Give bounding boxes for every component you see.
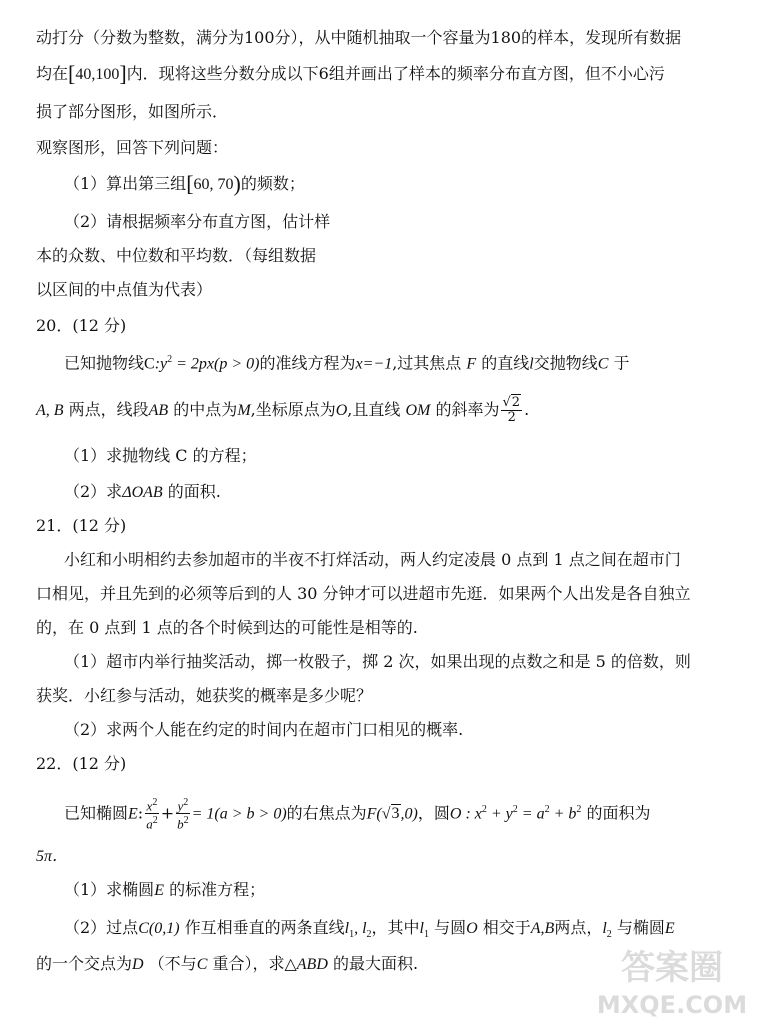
q22-header: 22．(12 分) [36,754,127,773]
q19-line-4: 观察图形，回答下列问题： [36,138,229,157]
q21-header: 21．(12 分) [36,516,127,535]
q20-header: 20．(12 分) [36,316,127,335]
slope-fraction: $\frac{√2}{2}$ [502,395,521,425]
watermark-top-text: 答案圈 [621,948,723,988]
q20-part-1: （1）求抛物线 C 的方程； [64,446,257,465]
q20-line-2: A, B 两点，线段AB 的中点为M,坐标原点为O,且直线 OM 的斜率为 $\frac{√2}{2}$ . [36,395,530,425]
ellipse-fraction-x: $\frac{x^2}{a^2}$ [146,797,158,832]
q19-part-2-line-2: 本的众数、中位数和平均数．（每组数据 [36,246,317,265]
q21-part-1-line-2: 获奖．小红参与活动，她获奖的概率是多少呢？ [36,686,373,705]
q21-part-1-line-1: （1）超市内举行抽奖活动，掷一枚骰子，掷 2 次，如果出现的点数之和是 5 的倍数，则 [64,652,691,671]
q21-line-2: 口相见，并且先到的必须等后到的人 30 分钟才可以进超市先逛．如果两个人出发是各自独立 [36,584,691,603]
q21-line-3: 的，在 0 点到 1 点的各个时候到达的可能性是相等的. [36,618,418,637]
q22-part-2-line-1: （2）过点C(0,1) 作互相垂直的两条直线$l_1$, $l_2$，其中$l_1$ 与圆O 相交于A,B两点，$l_2$ 与椭圆E [64,918,675,941]
q21-part-2: （2）求两个人能在约定的时间内在超市门口相见的概率. [64,720,464,739]
q22-line-2: 5π． [36,848,69,865]
q20-part-2: （2）求ΔOAB 的面积. [64,482,221,501]
q19-line-3: 损了部分图形，如图所示． [36,102,229,121]
q22-part-2-line-2: 的一个交点为D （不与C 重合），求△ABD 的最大面积. [36,954,419,973]
watermark-bottom-text: MXQE.COM [596,991,748,1019]
q20-line-1: 已知抛物线$C:y^2 = 2px(p > 0)$的准线方程为x=−1,过其焦点 F 的直线l交抛物线C 于 [64,353,630,373]
q19-line-1: 动打分（分数为整数，满分为100分），从中随机抽取一个容量为180的样本，发现所有数据 [36,28,682,47]
q22-line-1: 已知椭圆E: $\frac{x^2}{a^2}$ + $\frac{y^2}{b^2}$ = 1(a > b > 0)的右焦点为F(√3,0)，圆O : $x^2 + y^2 = a^2 + b^2$ 的面积为 [64,797,651,832]
q22-part-1: （1）求椭圆E 的标准方程； [64,880,266,899]
q21-line-1: 小红和小明相约去参加超市的半夜不打烊活动，两人约定凌晨 0 点到 1 点之间在超市门 [64,550,681,569]
ellipse-fraction-y: $\frac{y^2}{b^2}$ [177,797,189,832]
q19-part-2-line-3: 以区间的中点值为代表） [36,280,213,299]
q19-part-1: （1）算出第三组[60, 70)的频数； [64,171,305,196]
q19-line-2: 均在[40,100]内．现将这些分数分成以下6组并画出了样本的频率分布直方图，但不小心污 [36,61,665,86]
watermark-logo [592,943,752,1023]
q19-part-2-line-1: （2）请根据频率分布直方图，估计样 [64,212,331,231]
